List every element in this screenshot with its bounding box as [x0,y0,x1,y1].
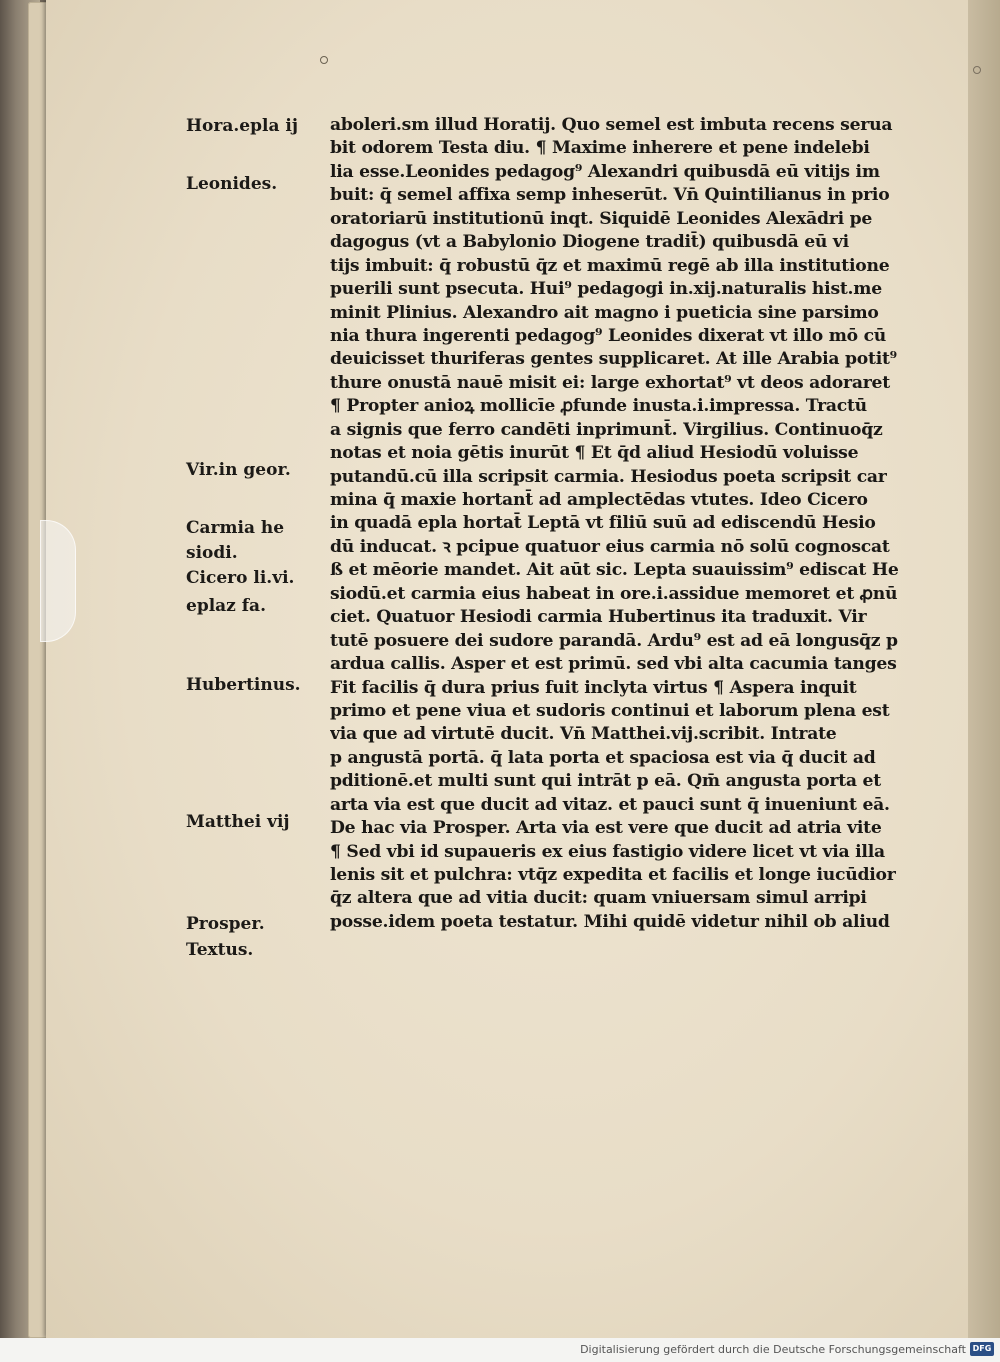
text-line: nia thura ingerenti pedagog⁹ Leonides dixerat vt illo mō cū [330,325,887,346]
text-line: Fit facilis q̄ dura prius fuit inclyta virtus ¶ Aspera inquit [330,677,857,698]
text-line: thure onustā nauē misit ei: large exhortat⁹ vt deos adoraret [330,372,890,393]
margin-note: Matthei vij [186,812,290,832]
text-line: De hac via Prosper. Arta via est vere que ducit ad atria vite [330,818,882,839]
next-page-edge [968,0,1000,1338]
margin-note: Leonides. [186,174,278,194]
text-line: dagogus (vt a Babylonio Diogene tradit̄) quibusdā eū vi [330,232,849,253]
text-line: pditionē.et multi sunt qui intrāt p eā. Qm̄ angusta porta et [330,771,881,792]
text-line: mina q̄ maxie hortant̄ ad amplectēdas vtutes. Ideo Cicero [330,490,868,510]
text-line: deuicisset thuriferas gentes supplicaret. At ille Arabia potit⁹ [330,349,897,370]
margin-note: Hora.epla ij [186,116,298,136]
page-clip [40,520,76,642]
margin-note: siodi. [186,543,238,563]
text-line: in quadā epla hortat̄ Leptā vt filiū suū ad ediscendū Hesio [330,513,876,534]
text-line: bit odorem Testa diu. ¶ Maxime inherere et pene indelebi [330,138,870,159]
margin-note: Prosper. [186,914,265,934]
text-line: ß et mēorie mandet. Ait aūt sic. Lepta suauissim⁹ ediscat He [330,560,899,581]
text-line: primo et pene viua et sudoris continui et laborum plena est [330,700,890,721]
text-line: lenis sit et pulchra: vtq̄z expedita et facilis et longe iucūdior [330,865,896,885]
text-line: tijs imbuit: q̄ robustū q̄z et maximū regē ab illa institutione [330,255,890,276]
text-line: ardua callis. Asper et est primū. sed vbi alta cacumia tanges [330,654,897,675]
text-line: p angustā portā. q̄ lata porta et spaciosa est via q̄ ducit ad [330,747,876,768]
text-line: ¶ Sed vbi id supaueris ex eius fastigio videre licet vt via illa [330,841,885,862]
text-line: dū inducat. ꝛ pcipue quatuor eius carmia nō solū cognoscat [330,536,890,557]
text-line: q̄z altera que ad vitia ducit: quam vniuersam simul arripi [330,888,867,909]
text-line: buit: q̄ semel affixa semp inheserūt. Vn̄ Quintilianus in prio [330,185,890,206]
text-line: posse.idem poeta testatur. Mihi quidē videtur nihil ob aliud [330,911,890,932]
pin-hole-mark [320,56,328,64]
margin-note: Carmia he [186,518,285,538]
text-line: puerili sunt psecuta. Hui⁹ pedagogi in.xij.naturalis hist.me [330,279,882,300]
text-line: aboleri.sm illud Horatij. Quo semel est imbuta recens serua [330,115,893,135]
dfg-logo: DFG [970,1342,994,1356]
text-line: minit Plinius. Alexandro ait magno i pueticia sine parsimo [330,302,879,323]
text-line: oratoriarū institutionū inqt. Siquidē Leonides Alexādri pe [330,208,873,229]
text-line: arta via est que ducit ad vitaz. et pauci sunt q̄ inueniunt eā. [330,794,890,815]
footer-credit: Digitalisierung gefördert durch die Deutsche Forschungsgemeinschaft [580,1343,966,1356]
main-text-column [330,114,910,934]
pin-hole-mark [973,66,981,74]
margin-note: Hubertinus. [186,675,301,695]
text-line: via que ad virtutē ducit. Vn̄ Matthei.vij.scribit. Intrate [330,724,837,745]
text-line: ¶ Propter anioꝝ mollicīe ꝓfunde inusta.i.impressa. Tractū [330,396,867,417]
text-line: a signis que ferro candēti inprimunt̄. Virgilius. Continuoq̄z [330,419,883,440]
text-line: tutē posuere dei sudore parandā. Ardu⁹ est ad eā longusq̄z p [330,630,898,651]
margin-note: Vir.in geor. [186,460,291,480]
text-line: lia esse.Leonides pedagog⁹ Alexandri quibusdā eū vitijs im [330,161,880,182]
text-line: putandū.cū illa scripsit carmia. Hesiodus poeta scripsit car [330,466,887,487]
margin-note: eplaz fa. [186,596,266,616]
text-line: siodū.et carmia eius habeat in ore.i.assidue memoret et ꝓnū [330,583,898,604]
margin-note: Cicero li.vi. [186,568,295,588]
text-line: ciet. Quatuor Hesiodi carmia Hubertinus ita traduxit. Vir [330,607,867,628]
margin-note: Textus. [186,940,254,960]
text-line: notas et noia gētis inurūt ¶ Et q̄d aliud Hesiodū voluisse [330,443,859,464]
